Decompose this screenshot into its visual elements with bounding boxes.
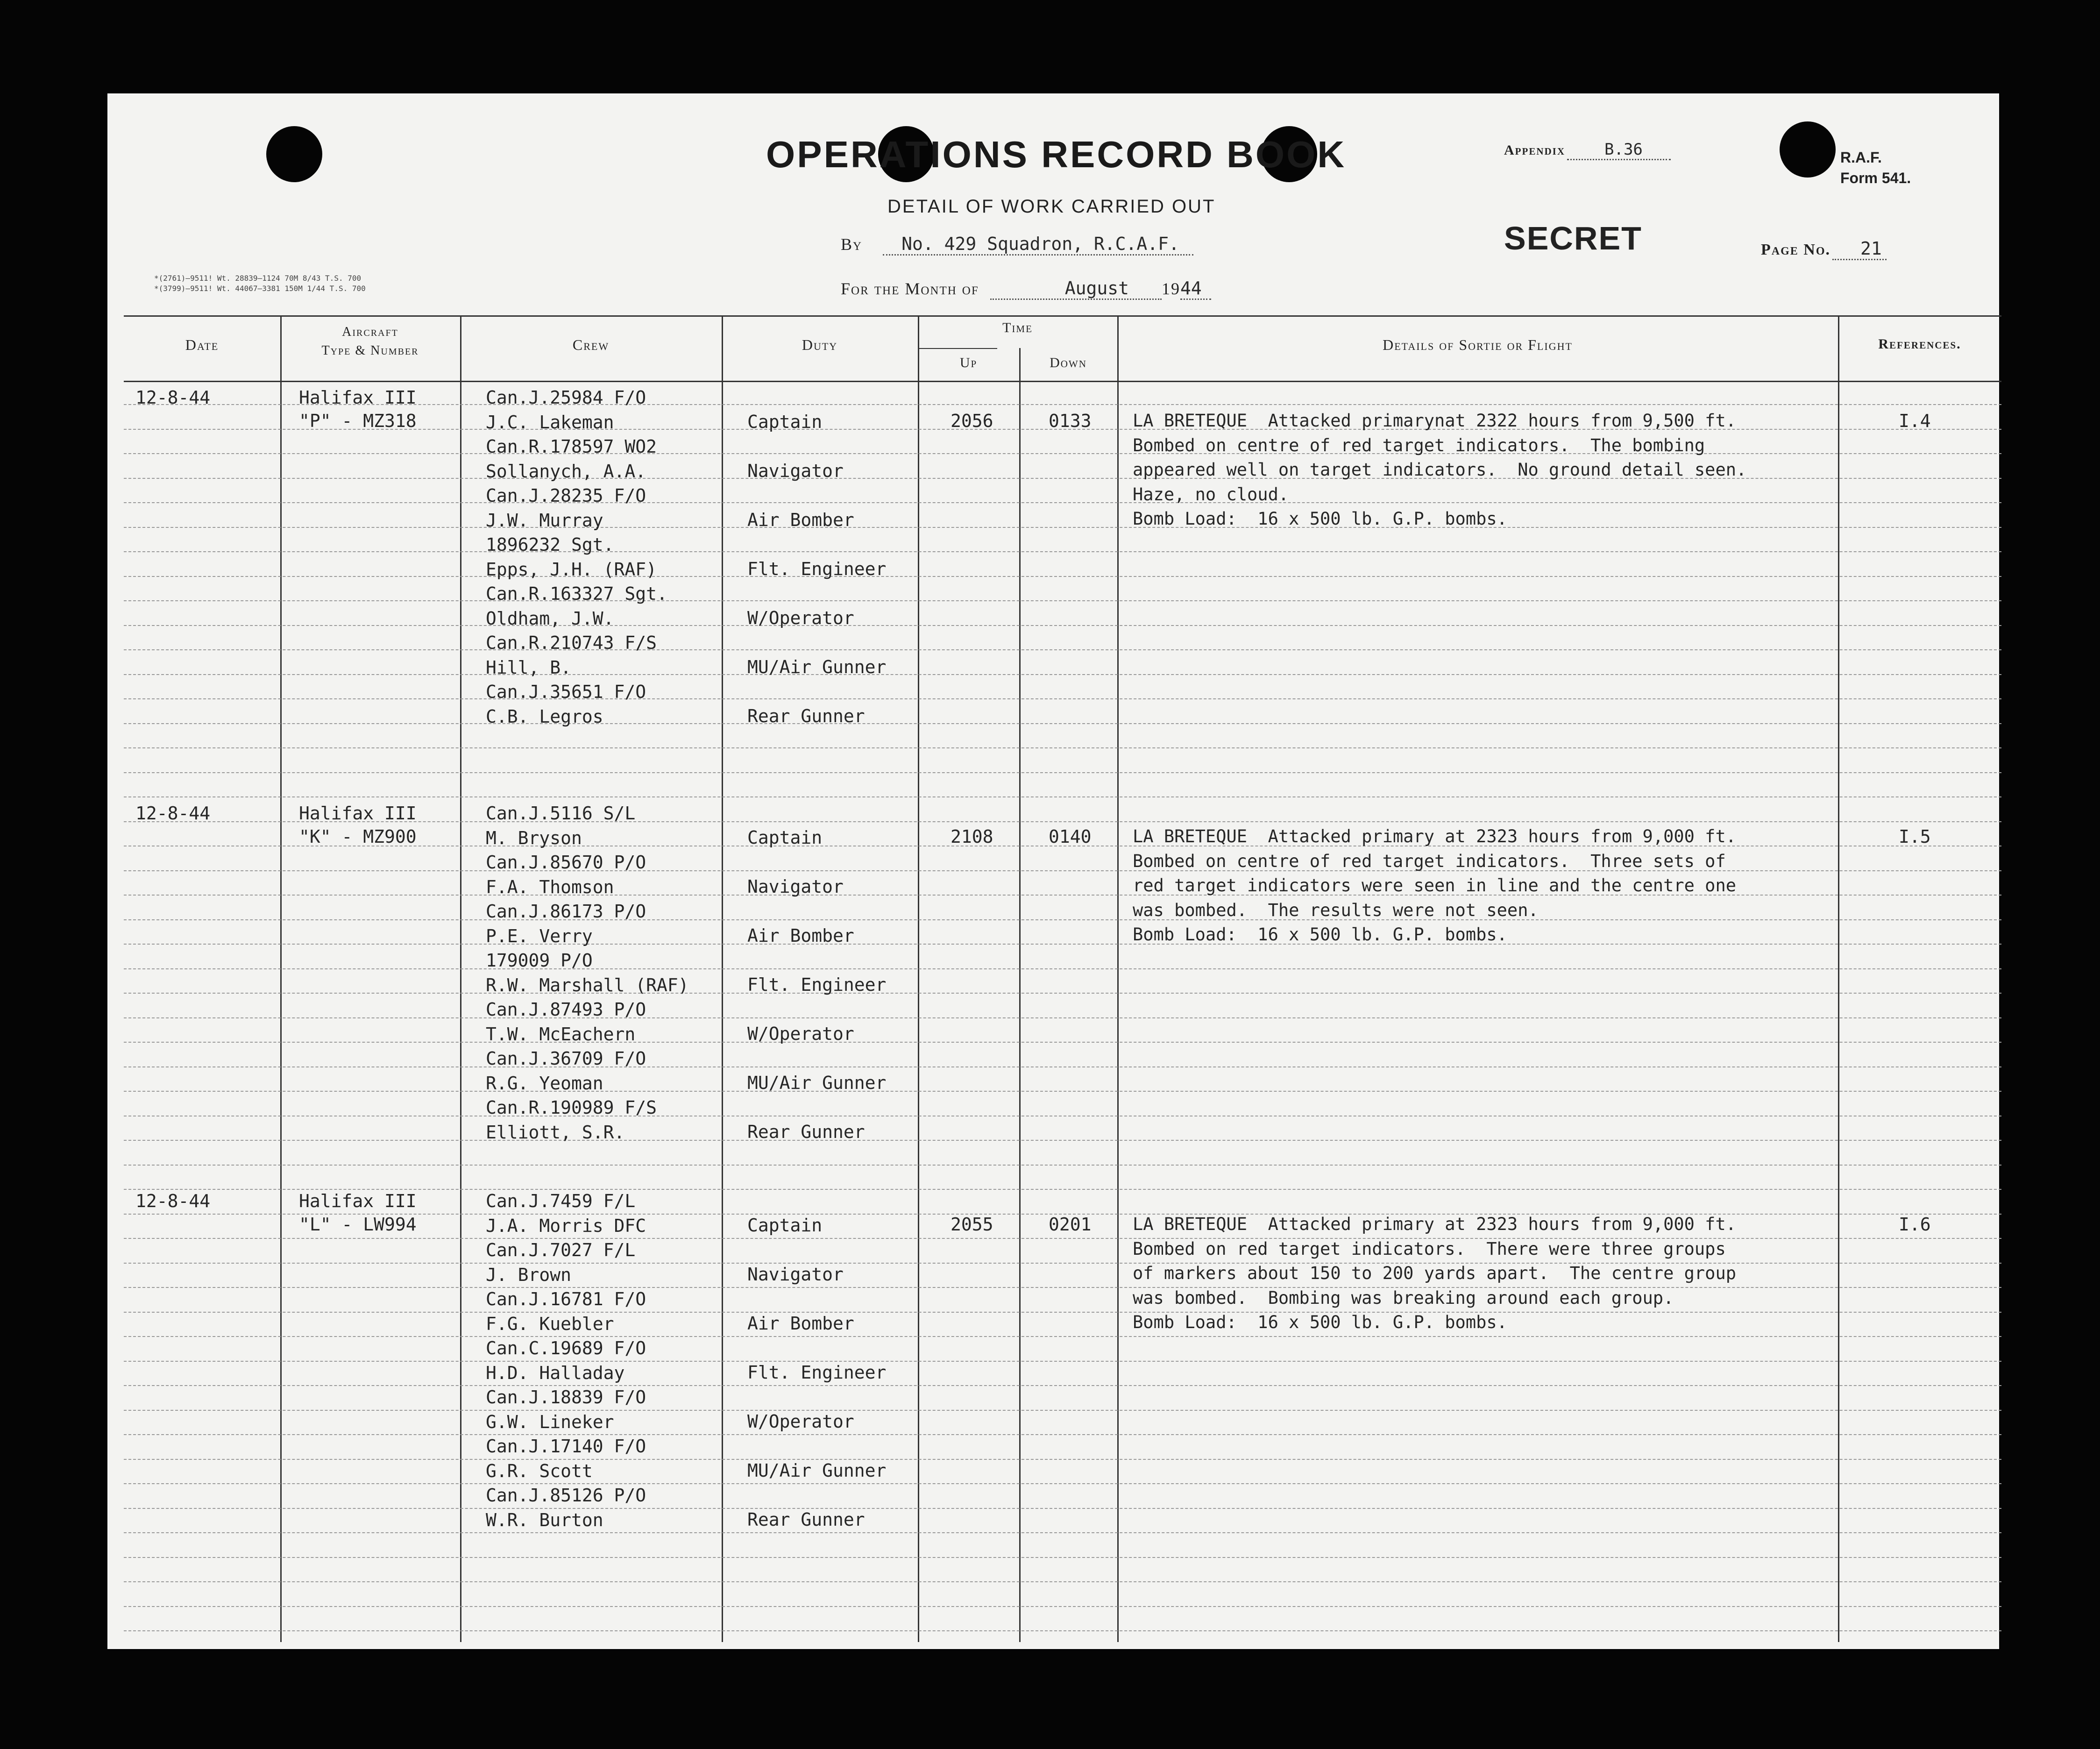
crew-line: Can.R.178597 WO2	[486, 436, 657, 457]
ruled-line	[124, 1140, 2001, 1141]
time-up: 2108	[951, 826, 993, 847]
ruled-line	[124, 1287, 2001, 1288]
crew-line: Can.J.36709 F/O	[486, 1048, 646, 1069]
ruled-line	[124, 1459, 2001, 1460]
entry-date: 12-8-44	[135, 803, 211, 824]
crew-line: G.R. Scott	[486, 1460, 593, 1481]
column-header-aircraft: Aircraft	[342, 325, 398, 339]
crew-line: Can.J.7459 F/L	[486, 1191, 636, 1211]
details-line: was bombed. Bombing was breaking around each group.	[1133, 1287, 1674, 1308]
ruled-line	[124, 1042, 2001, 1043]
duty-line: Flt. Engineer	[747, 974, 887, 995]
crew-line: Can.R.190989 F/S	[486, 1097, 657, 1118]
crew-line: Can.J.18839 F/O	[486, 1387, 646, 1408]
by-label: By	[841, 235, 863, 254]
crew-line: Hill, B.	[486, 657, 572, 678]
by-value: No. 429 Squadron, R.C.A.F.	[883, 234, 1193, 256]
duty-line: Navigator	[747, 1264, 844, 1285]
col-line-1	[280, 315, 282, 1642]
ruled-line	[124, 1312, 2001, 1313]
duty-line: Navigator	[747, 461, 844, 481]
crew-line: Oldham, J.W.	[486, 608, 614, 629]
ruled-line	[124, 1017, 2001, 1018]
column-header-up: Up	[959, 355, 978, 370]
crew-line: J.A. Morris DFC	[486, 1215, 646, 1236]
secret-stamp: SECRET	[1504, 220, 1642, 256]
crew-line: Can.J.86173 P/O	[486, 901, 646, 922]
duty-line: Captain	[747, 412, 823, 432]
crew-line: Can.J.87493 P/O	[486, 999, 646, 1020]
duty-line: Air Bomber	[747, 510, 854, 530]
time-down: 0140	[1049, 826, 1092, 847]
appendix-line	[1504, 140, 1671, 160]
ruled-line	[124, 1508, 2001, 1509]
year-prefix: 19	[1162, 279, 1181, 298]
duty-line: Rear Gunner	[747, 706, 865, 726]
page-number-label: Page No.	[1761, 241, 1830, 258]
ruled-line	[124, 1165, 2001, 1166]
duty-line: W/Operator	[747, 1024, 854, 1044]
ruled-line	[124, 919, 2001, 920]
col-line-3	[722, 315, 723, 1642]
ruled-line	[124, 747, 2001, 748]
month-value: August	[990, 278, 1162, 300]
duty-line: Air Bomber	[747, 1313, 854, 1334]
time-up: 2056	[951, 411, 993, 431]
details-line: Bombed on centre of red target indicators. Three sets of	[1133, 851, 1726, 871]
duty-line: MU/Air Gunner	[747, 1073, 887, 1093]
crew-line: J.C. Lakeman	[486, 412, 614, 433]
crew-line: Elliott, S.R.	[486, 1122, 625, 1143]
ruled-line	[124, 772, 2001, 773]
column-header-crew: Crew	[572, 336, 610, 353]
ruled-line	[124, 453, 2001, 454]
ruled-line	[124, 1336, 2001, 1337]
duty-line: W/Operator	[747, 608, 854, 628]
ruled-line	[124, 527, 2001, 528]
table-top-border	[124, 315, 2001, 317]
ruled-line	[124, 698, 2001, 699]
col-line-6	[1117, 315, 1119, 1642]
details-line: red target indicators were seen in line and the centre one	[1133, 875, 1737, 896]
binder-hole-left	[266, 126, 322, 182]
crew-line: Can.J.7027 F/L	[486, 1240, 636, 1260]
details-line: Bomb Load: 16 x 500 lb. G.P. bombs.	[1133, 924, 1507, 945]
details-line: was bombed. The results were not seen.	[1133, 900, 1539, 920]
page-number-line	[1761, 238, 1887, 260]
details-line: Bombed on centre of red target indicators. The bombing	[1133, 435, 1705, 455]
crew-line: R.G. Yeoman	[486, 1073, 603, 1094]
ruled-line	[124, 625, 2001, 626]
page-title: OPERATIONS RECORD BOOK	[766, 134, 1347, 175]
crew-line: H.D. Halladay	[486, 1362, 625, 1383]
details-line: Haze, no cloud.	[1133, 484, 1289, 505]
month-label: For the Month of	[841, 279, 979, 298]
appendix-value: B.36	[1567, 140, 1671, 160]
ruled-line	[124, 1385, 2001, 1386]
time-divider	[918, 348, 997, 349]
aircraft-number: "K" - MZ900	[299, 826, 417, 847]
crew-line: Can.J.25984 F/O	[486, 387, 646, 408]
entry-date: 12-8-44	[135, 387, 211, 408]
ruled-line	[124, 502, 2001, 503]
details-line: Bomb Load: 16 x 500 lb. G.P. bombs.	[1133, 509, 1507, 529]
crew-line: Can.J.85670 P/O	[486, 852, 646, 873]
ruled-line	[124, 649, 2001, 650]
form-label-number: Form 541.	[1840, 170, 1911, 186]
col-line-7	[1838, 315, 1839, 1642]
duty-line: Air Bomber	[747, 925, 854, 946]
aircraft-type: Halifax III	[299, 1191, 417, 1211]
print-code-2: *(3799)—9511! Wt. 44067—3381 150M 1/44 T.S. 700	[154, 284, 366, 293]
print-code-1: *(2761)—9511! Wt. 28839—1124 70M 8/43 T.S. 700	[154, 274, 362, 283]
ruled-line	[124, 796, 2001, 797]
column-header-down: Down	[1050, 355, 1087, 370]
column-header-duty: Duty	[802, 336, 838, 353]
aircraft-number: "P" - MZ318	[299, 411, 417, 431]
crew-line: Can.J.35651 F/O	[486, 682, 646, 702]
crew-line: Sollanych, A.A.	[486, 461, 646, 482]
time-down: 0201	[1049, 1214, 1092, 1235]
details-line: LA BRETEQUE Attacked primarynat 2322 hours from 9,500 ft.	[1133, 411, 1737, 431]
column-header-references: References.	[1878, 336, 1961, 352]
crew-line: Can.R.163327 Sgt.	[486, 583, 667, 604]
page-number-value: 21	[1832, 238, 1887, 260]
column-header-details: Details of Sortie or Flight	[1383, 336, 1573, 353]
duty-line: Captain	[747, 827, 823, 848]
details-line: Bombed on red target indicators. There were three groups	[1133, 1238, 1726, 1259]
crew-line: G.W. Lineker	[486, 1411, 614, 1432]
time-down: 0133	[1049, 411, 1092, 431]
crew-line: Can.R.210743 F/S	[486, 633, 657, 653]
duty-line: Rear Gunner	[747, 1122, 865, 1142]
crew-line: Can.J.85126 P/O	[486, 1485, 646, 1506]
duty-line: Flt. Engineer	[747, 1362, 887, 1383]
month-line	[841, 278, 1211, 300]
crew-line: W.R. Burton	[486, 1509, 603, 1530]
aircraft-number: "L" - LW994	[299, 1214, 417, 1235]
ruled-line	[124, 944, 2001, 945]
col-line-4	[918, 315, 919, 1642]
form-label	[1840, 147, 1911, 188]
column-header-time: Time	[1002, 320, 1033, 335]
print-code	[154, 273, 366, 294]
ruled-line	[124, 993, 2001, 994]
ruled-line	[124, 1630, 2001, 1631]
column-header-aircraft-type: Type & Number	[321, 343, 419, 358]
duty-line: MU/Air Gunner	[747, 657, 887, 677]
crew-line: T.W. McEachern	[486, 1024, 636, 1045]
ruled-line	[124, 1091, 2001, 1092]
duty-line: Navigator	[747, 876, 844, 897]
crew-line: 179009 P/O	[486, 950, 593, 971]
crew-line: F.A. Thomson	[486, 876, 614, 897]
aircraft-type: Halifax III	[299, 387, 417, 408]
crew-line: P.E. Verry	[486, 925, 593, 946]
ruled-line	[124, 576, 2001, 577]
record-sheet	[107, 93, 1999, 1649]
duty-line: Flt. Engineer	[747, 559, 887, 579]
crew-line: Can.J.28235 F/O	[486, 485, 646, 506]
entry-date: 12-8-44	[135, 1191, 211, 1211]
crew-line: 1896232 Sgt.	[486, 534, 614, 555]
crew-line: Can.J.5116 S/L	[486, 803, 636, 824]
reference: I.4	[1899, 411, 1931, 431]
duty-line: MU/Air Gunner	[747, 1460, 887, 1481]
crew-line: Can.C.19689 F/O	[486, 1338, 646, 1358]
crew-line: Can.J.16781 F/O	[486, 1289, 646, 1309]
details-line: LA BRETEQUE Attacked primary at 2323 hours from 9,000 ft.	[1133, 826, 1737, 846]
details-line: Bomb Load: 16 x 500 lb. G.P. bombs.	[1133, 1312, 1507, 1332]
year-value: 44	[1180, 278, 1211, 300]
crew-line: Epps, J.H. (RAF)	[486, 559, 657, 580]
ruled-line	[124, 968, 2001, 969]
by-line	[841, 234, 1193, 256]
reference: I.6	[1899, 1214, 1931, 1235]
crew-line: F.G. Kuebler	[486, 1313, 614, 1334]
page-subtitle: DETAIL OF WORK CARRIED OUT	[887, 196, 1216, 217]
ruled-line	[124, 551, 2001, 552]
table-header-border	[124, 381, 2001, 382]
details-line: appeared well on target indicators. No ground detail seen.	[1133, 460, 1747, 480]
ruled-line	[124, 1066, 2001, 1067]
time-up: 2055	[951, 1214, 993, 1235]
crew-line: R.W. Marshall (RAF)	[486, 974, 689, 995]
details-line: LA BRETEQUE Attacked primary at 2323 hours from 9,000 ft.	[1133, 1214, 1737, 1234]
duty-line: Captain	[747, 1215, 823, 1236]
ruled-line	[124, 1557, 2001, 1558]
ruled-line	[124, 1581, 2001, 1582]
col-line-5	[1019, 348, 1021, 1642]
ruled-line	[124, 600, 2001, 601]
binder-hole-right	[1780, 121, 1836, 178]
ruled-line	[124, 1532, 2001, 1533]
aircraft-type: Halifax III	[299, 803, 417, 824]
ruled-line	[124, 1361, 2001, 1362]
reference: I.5	[1899, 826, 1931, 847]
form-label-raf: R.A.F.	[1840, 149, 1882, 166]
duty-line: Rear Gunner	[747, 1509, 865, 1530]
ruled-line	[124, 723, 2001, 724]
crew-line: J.W. Murray	[486, 510, 603, 531]
crew-line: C.B. Legros	[486, 706, 603, 727]
crew-line: J. Brown	[486, 1264, 572, 1285]
appendix-label: Appendix	[1504, 142, 1565, 158]
crew-line: Can.J.17140 F/O	[486, 1436, 646, 1457]
details-line: of markers about 150 to 200 yards apart. The centre group	[1133, 1263, 1737, 1283]
operations-table	[124, 315, 2001, 1642]
duty-line: W/Operator	[747, 1411, 854, 1432]
col-line-2	[460, 315, 461, 1642]
ruled-line	[124, 1410, 2001, 1411]
ruled-line	[124, 1483, 2001, 1484]
column-header-date: Date	[185, 336, 219, 353]
ruled-line	[124, 674, 2001, 675]
crew-line: M. Bryson	[486, 827, 582, 848]
ruled-line	[124, 1434, 2001, 1435]
ruled-line	[124, 1606, 2001, 1607]
